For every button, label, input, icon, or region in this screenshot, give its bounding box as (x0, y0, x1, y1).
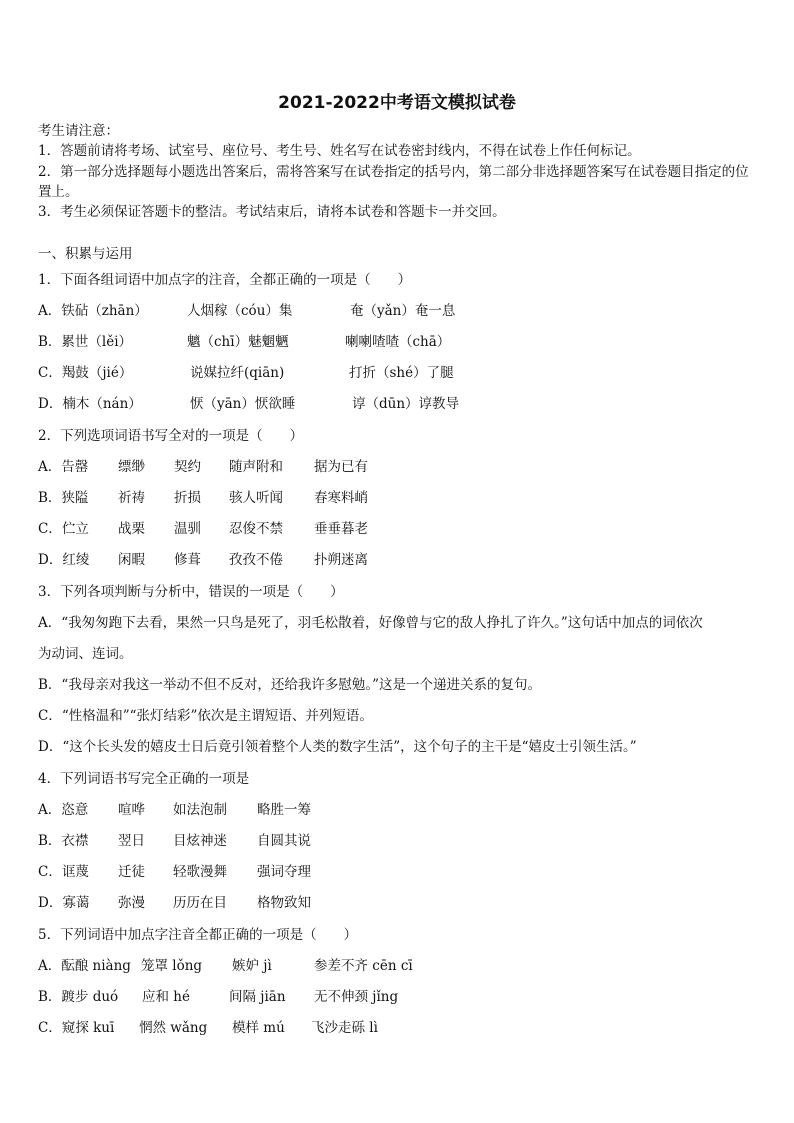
option-cell: 如法泡制 (173, 802, 227, 818)
option-cell: C．窥探 kuī (38, 1020, 115, 1036)
option-cell: 骇人听闻 (229, 490, 283, 506)
option-cell: 间隔 jiān (229, 989, 286, 1005)
option-cell: 笼罩 lǒng (141, 958, 203, 974)
option-cell: A．酝酿 niàng (38, 958, 131, 974)
option-cell: A．恣意 (38, 802, 89, 818)
option-cell: 据为已有 (314, 459, 368, 475)
option-cell: A．铁砧（zhān） (38, 303, 148, 319)
option-cell: 略胜一筹 (257, 802, 311, 818)
notice-item: 3．考生必须保证答题卡的整洁。考试结束后，请将本试卷和答题卡一并交回。 (38, 204, 506, 220)
option-cell: 强词夺理 (257, 864, 311, 880)
option-cell: 恹（yān）恹欲睡 (190, 396, 296, 412)
option-cell: D．红绫 (38, 552, 90, 568)
option-cell: 惘然 wǎng (139, 1020, 208, 1036)
option-cell: 飞沙走砾 lì (311, 1020, 378, 1036)
option-cell: B．衣襟 (38, 833, 89, 849)
option-cell: 迁徒 (118, 864, 145, 880)
option-cell: 无不伸颈 jǐng (314, 989, 399, 1005)
option-cell: 温驯 (174, 521, 201, 537)
option-cell: 祈祷 (118, 490, 145, 506)
option-cell: 嫉妒 jì (232, 958, 272, 974)
option-cell: 应和 hé (142, 989, 190, 1005)
option-cell: 随声附和 (229, 459, 283, 475)
option-cell: 缥缈 (118, 459, 145, 475)
option-cell: 模样 mú (232, 1020, 285, 1036)
option-cell: 奄（yǎn）奄一息 (350, 303, 456, 319)
question-stem: 3．下列各项判断与分析中，错误的一项是（ ） (38, 584, 344, 600)
option-text: A．“我匆匆跑下去看，果然一只鸟是死了，羽毛松散着，好像曾与它的敌人挣扎了许久。”这句话中加点的词依次 (38, 615, 703, 631)
option-cell: D．楠木（nán） (38, 396, 142, 412)
option-cell: 忍俊不禁 (229, 521, 283, 537)
option-cell: B．狭隘 (38, 490, 89, 506)
option-text: D．“这个长头发的嬉皮士日后竟引领着整个人类的数字生活”，这个句子的主干是“嬉皮士引领生活。” (38, 739, 637, 755)
option-cell: 说媒拉纤(qiān) (190, 365, 285, 381)
option-cell: C．诓蔑 (38, 864, 89, 880)
option-cell: 战栗 (118, 521, 145, 537)
page-title: 2021-2022中考语文模拟试卷 (278, 93, 516, 113)
option-text: 为动词、连词。 (38, 646, 133, 662)
option-cell: 春寒料峭 (314, 490, 368, 506)
notice-heading: 考生请注意： (38, 123, 119, 139)
question-stem: 2．下列选项词语书写全对的一项是（ ） (38, 428, 304, 444)
option-cell: C．伫立 (38, 521, 89, 537)
option-cell: 自圆其说 (257, 833, 311, 849)
option-cell: 扑朔迷离 (314, 552, 368, 568)
option-cell: 谆（dūn）谆教导 (352, 396, 460, 412)
option-cell: C．羯鼓（jié） (38, 365, 133, 381)
option-cell: 目炫神迷 (173, 833, 227, 849)
option-cell: 格物致知 (257, 895, 311, 911)
option-cell: 弥漫 (118, 895, 145, 911)
option-cell: 契约 (174, 459, 201, 475)
option-cell: 垂垂暮老 (314, 521, 368, 537)
notice-item: 1．答题前请将考场、试室号、座位号、考生号、姓名写在试卷密封线内，不得在试卷上作任何标记。 (38, 143, 641, 159)
option-cell: 闲暇 (118, 552, 145, 568)
option-cell: 轻歌漫舞 (173, 864, 227, 880)
section-heading: 一、积累与运用 (38, 246, 133, 262)
option-cell: B．累世（lěi） (38, 334, 133, 350)
question-stem: 4．下列词语书写完全正确的一项是 (38, 771, 250, 787)
option-cell: D．寡蔼 (38, 895, 90, 911)
question-stem: 5．下列词语中加点字注音全都正确的一项是（ ） (38, 927, 358, 943)
option-cell: 参差不齐 cēn cī (314, 958, 413, 974)
notice-item: 2．第一部分选择题每小题选出答案后，需将答案写在试卷指定的括号内，第二部分非选择题答案写在试卷题目指定的位置上。 (38, 164, 749, 200)
question-stem: 1．下面各组词语中加点字的注音，全都正确的一项是（ ） (38, 272, 412, 288)
option-cell: 历历在目 (173, 895, 227, 911)
option-cell: 魑（chī）魅魍魉 (187, 334, 289, 350)
option-cell: 喇喇喳喳（chā） (345, 334, 451, 350)
option-cell: 喧哗 (118, 802, 145, 818)
option-cell: 孜孜不倦 (229, 552, 283, 568)
option-text: C．“性格温和”“张灯结彩”依次是主谓短语、并列短语。 (38, 708, 373, 724)
option-cell: A．告罄 (38, 459, 89, 475)
option-cell: 打折（shé）了腿 (349, 365, 454, 381)
option-cell: B．踱步 duó (38, 989, 119, 1005)
option-cell: 人烟稼（cóu）集 (187, 303, 293, 319)
option-cell: 修葺 (174, 552, 201, 568)
option-text: B．“我母亲对我这一举动不但不反对，还给我许多慰勉。”这是一个递进关系的复句。 (38, 677, 541, 693)
option-cell: 折损 (174, 490, 201, 506)
option-cell: 翌日 (118, 833, 145, 849)
